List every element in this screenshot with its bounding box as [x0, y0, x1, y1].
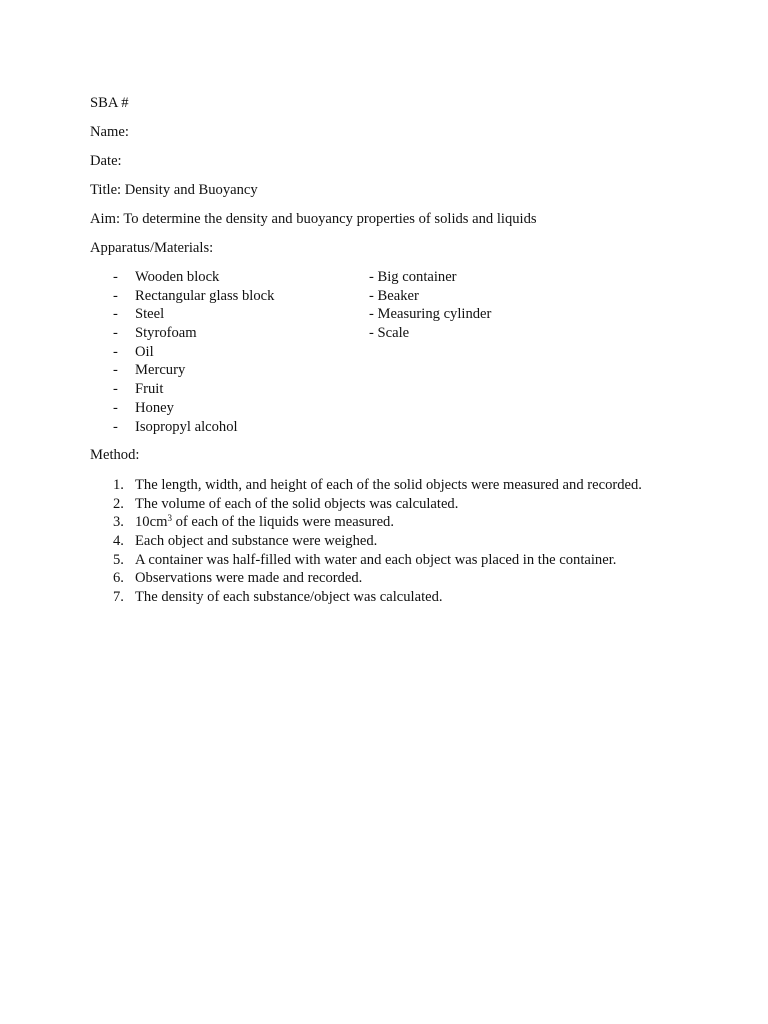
apparatus-item: Isopropyl alcohol — [135, 418, 238, 435]
bullet-dash: - — [113, 306, 118, 323]
equipment-item: - Beaker — [369, 287, 419, 304]
step-number: 6. — [113, 570, 124, 587]
apparatus-heading: Apparatus/Materials: — [90, 240, 214, 256]
aim-line: Aim: To determine the density and buoyancy properties of solids and liquids — [90, 211, 537, 227]
apparatus-item: Mercury — [135, 362, 186, 379]
apparatus-item: Wooden block — [135, 269, 220, 285]
step-number: 5. — [113, 551, 124, 568]
name-field: Name: — [90, 124, 129, 140]
step-text-rest: of each of the liquids were measured. — [171, 514, 395, 531]
sba-number-field: SBA # — [90, 95, 129, 111]
apparatus-item: Oil — [135, 343, 154, 360]
apparatus-item: Honey — [135, 399, 174, 416]
apparatus-item: Fruit — [135, 381, 164, 398]
step-number: 2. — [113, 495, 124, 512]
step-text-superscript: 3 — [167, 513, 172, 524]
apparatus-item: Steel — [135, 306, 165, 323]
step-number: 4. — [113, 533, 124, 550]
bullet-dash: - — [113, 381, 118, 398]
step-text: The density of each substance/object was calculated. — [135, 589, 443, 606]
step-number: 1. — [113, 477, 124, 493]
bullet-dash: - — [113, 362, 118, 379]
equipment-item: - Big container — [369, 269, 457, 285]
step-text — [135, 513, 394, 531]
apparatus-item: Styrofoam — [135, 325, 197, 342]
equipment-item: - Measuring cylinder — [369, 306, 492, 323]
bullet-dash: - — [113, 269, 118, 285]
apparatus-item: Rectangular glass block — [135, 287, 275, 304]
method-heading: Method: — [90, 447, 140, 463]
bullet-dash: - — [113, 325, 118, 342]
bullet-dash: - — [113, 343, 118, 360]
bullet-dash: - — [113, 399, 118, 416]
step-number: 7. — [113, 589, 124, 606]
step-number: 3. — [113, 514, 124, 531]
title-line: Title: Density and Buoyancy — [90, 182, 258, 198]
step-text: A container was half-filled with water and each object was placed in the container. — [135, 551, 617, 568]
bullet-dash: - — [113, 418, 118, 435]
bullet-dash: - — [113, 287, 118, 304]
step-text-quantity: 10cm — [135, 514, 168, 531]
equipment-item: - Scale — [369, 325, 410, 342]
step-text: The length, width, and height of each of the solid objects were measured and recorded. — [135, 477, 642, 493]
step-text: Each object and substance were weighed. — [135, 533, 378, 550]
date-field: Date: — [90, 153, 122, 169]
step-text: The volume of each of the solid objects was calculated. — [135, 495, 459, 512]
step-text: Observations were made and recorded. — [135, 570, 363, 587]
